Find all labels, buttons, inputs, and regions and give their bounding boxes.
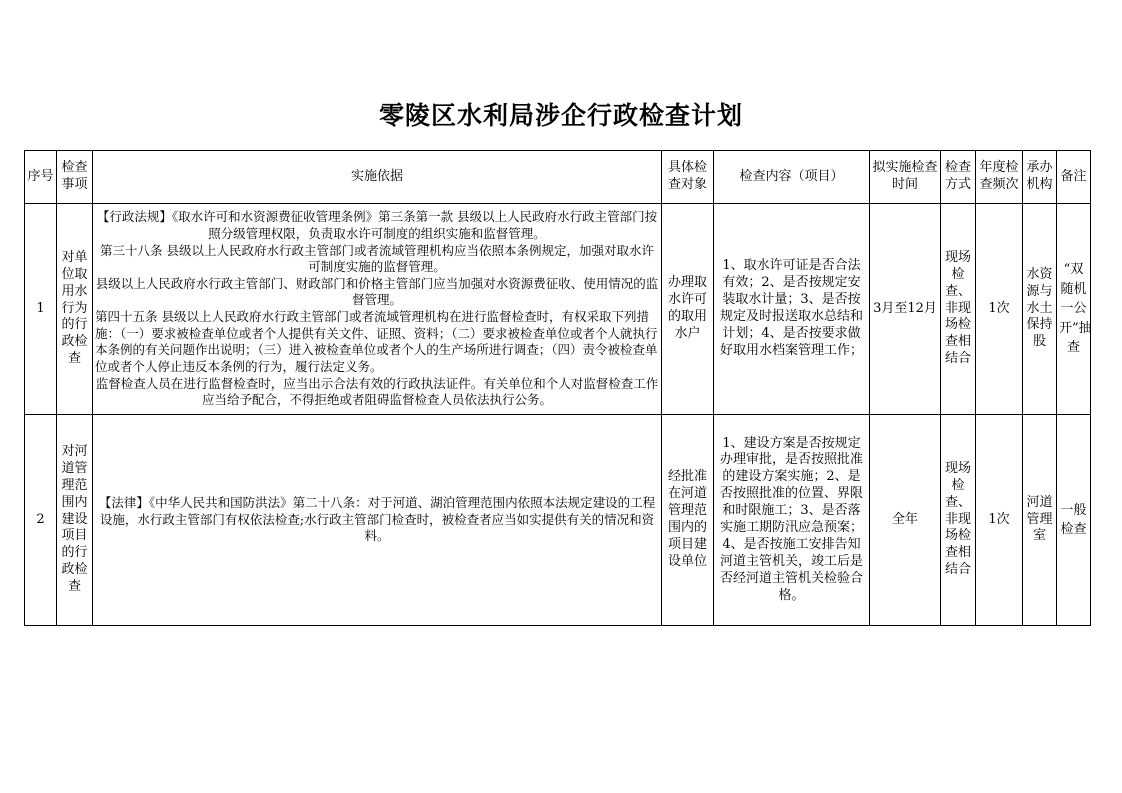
basis-paragraph: 【行政法规】《取水许可和水资源费征收管理条例》第三条第一款 县级以上人民政府水行政主管部门按照分级管理权限，负责取水许可制度的组织实施和监督管理。 <box>96 209 658 241</box>
cell-content: 1、建设方案是否按规定办理审批，是否按照批准的建设方案实施；2、是否按照批准的位置、界限和时限施工；3、是否落实施工期防汛应急预案；4、是否按施工安排告知河道主管机关，竣工后是否经河道主管机关检验合格。 <box>714 415 870 626</box>
header-org: 承办机构 <box>1023 151 1057 204</box>
cell-basis <box>93 204 662 415</box>
cell-time: 3月至12月 <box>870 204 941 415</box>
header-seq: 序号 <box>25 151 57 204</box>
cell-note: “双随机一公开”抽查 <box>1057 204 1091 415</box>
header-note: 备注 <box>1057 151 1091 204</box>
cell-method: 现场检查、非现场检查相结合 <box>941 204 976 415</box>
header-content: 检查内容（项目） <box>714 151 870 204</box>
cell-item: 对单位取用水行为的行政检查 <box>57 204 93 415</box>
header-row <box>25 151 1091 204</box>
basis-paragraph: 监督检查人员在进行监督检查时，应当出示合法有效的行政执法证件。有关单位和个人对监督检查工作应当给予配合，不得拒绝或者阻碍监督检查人员依法执行公务。 <box>95 375 659 408</box>
basis-paragraph: 县级以上人民政府水行政主管部门、财政部门和价格主管部门应当加强对水资源费征收、使用情况的监督管理。 <box>95 275 659 308</box>
page-title: 零陵区水利局涉企行政检查计划 <box>378 101 743 130</box>
basis-paragraph: 第三十八条 县级以上人民政府水行政主管部门或者流域管理机构应当依照本条例规定，加强对取水许可制度实施的监督管理。 <box>100 242 654 275</box>
cell-basis <box>93 415 662 626</box>
cell-object: 办理取水许可的取用水户 <box>662 204 714 415</box>
cell-method: 现场检查、非现场检查相结合 <box>941 415 976 626</box>
header-method: 检查方式 <box>941 151 976 204</box>
cell-seq: 2 <box>25 415 57 626</box>
basis-paragraph: 【法律】《中华人民共和国防洪法》第二十八条：对于河道、湖泊管理范围内依照本法规定建设的工程设施，水行政主管部门有权依法检查;水行政主管部门检查时，被检查者应当如实提供有关的情况和资料。 <box>98 495 656 544</box>
table-row <box>25 415 1091 626</box>
cell-freq: 1次 <box>976 415 1023 626</box>
cell-item: 对河道管理范围内建设项目的行政检查 <box>57 415 93 626</box>
cell-object: 经批准在河道管理范围内的项目建设单位 <box>662 415 714 626</box>
inspection-plan-table <box>24 150 1091 626</box>
header-basis: 实施依据 <box>93 151 662 204</box>
cell-content: 1、取水许可证是否合法有效；2、是否按规定安装取水计量；3、是否按规定及时报送取水总结和计划；4、是否按要求做好取用水档案管理工作； <box>714 204 870 415</box>
cell-org: 河道管理室 <box>1023 415 1057 626</box>
header-object: 具体检查对象 <box>662 151 714 204</box>
cell-seq: 1 <box>25 204 57 415</box>
header-freq: 年度检查频次 <box>976 151 1023 204</box>
table-row <box>25 204 1091 415</box>
cell-note: 一般检查 <box>1057 415 1091 626</box>
basis-paragraph: 第四十五条 县级以上人民政府水行政主管部门或者流域管理机构在进行监督检查时，有权采取下列措施：（一）要求被检查单位或者个人提供有关文件、证照、资料；（二）要求被检查单位或者个人就执行本条例的有关问题作出说明；（三）进入被检查单位或者个人的生产场所进行调查；（四）责令被检查单位或者个人停止违反本条例的行为，履行法定义务。 <box>95 309 658 374</box>
cell-org: 水资源与水土保持股 <box>1023 204 1057 415</box>
cell-freq: 1次 <box>976 204 1023 415</box>
header-item: 检查事项 <box>57 151 93 204</box>
cell-time: 全年 <box>870 415 941 626</box>
header-time: 拟实施检查时间 <box>870 151 941 204</box>
